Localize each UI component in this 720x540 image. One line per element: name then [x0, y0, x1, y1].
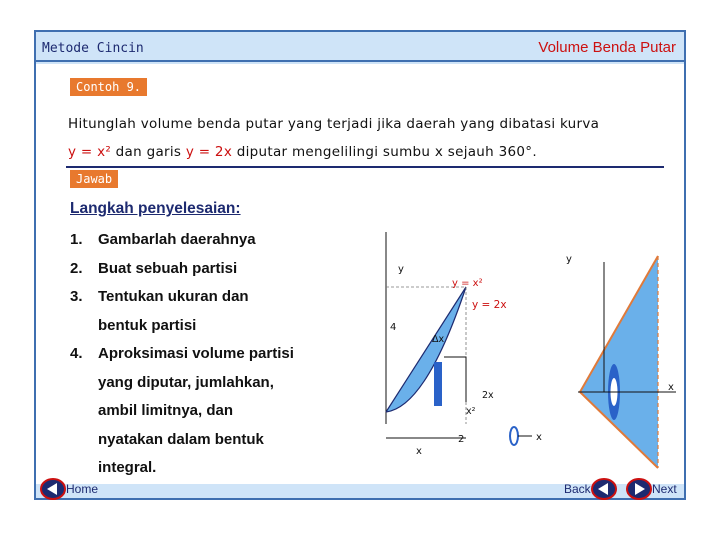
label-x-right: x: [668, 382, 674, 393]
step-number: 3.: [70, 288, 83, 305]
steps-list: [70, 226, 360, 483]
back-arrow-icon: [591, 478, 617, 500]
slide-header: [36, 32, 684, 62]
slide-frame: [34, 30, 686, 500]
main-title: Volume Benda Putar: [538, 39, 676, 56]
line-equation: y = 2x: [185, 144, 233, 160]
example-tag: Contoh 9.: [70, 78, 147, 96]
next-label: Next: [652, 482, 677, 496]
problem-end-text: diputar mengelilingi sumbu x sejauh 360°.: [232, 144, 537, 160]
back-label: Back: [564, 482, 591, 496]
label-height-x2: x²: [466, 406, 476, 417]
tick-label-2: 2: [458, 434, 465, 445]
step-number: 2.: [70, 259, 83, 277]
height-bracket: [444, 357, 466, 402]
tick-label-4: 4: [390, 322, 397, 333]
label-y-left: y: [398, 264, 404, 275]
step-text: Buat sebuah partisi: [98, 259, 238, 277]
label-line: y = 2x: [472, 299, 507, 311]
content-panel: [36, 64, 684, 496]
step-number: 4.: [70, 345, 83, 362]
label-height-2x: 2x: [482, 390, 494, 401]
next-button[interactable]: [626, 478, 677, 500]
problem-text: [68, 110, 658, 166]
label-y-right: y: [566, 254, 572, 265]
home-button[interactable]: [40, 478, 98, 500]
curve-equation: y = x²: [68, 144, 112, 160]
step-text: Aproksimasi volume partisi: [98, 345, 294, 362]
divider: [66, 166, 664, 168]
step-text-cont: integral.: [98, 459, 157, 476]
home-arrow-icon: [40, 478, 66, 500]
label-curve: y = x²: [452, 278, 483, 289]
problem-mid-text: dan garis: [111, 144, 186, 160]
partition-strip: [434, 362, 442, 406]
step-text-cont: yang diputar, jumlahkan,: [98, 373, 274, 391]
step-text-cont: ambil limitnya, dan: [98, 402, 234, 419]
step-item: [70, 255, 360, 284]
steps-heading: Langkah penyelesaian:: [70, 200, 241, 217]
problem-line-2: [68, 138, 658, 166]
label-x-bottom: x: [416, 446, 422, 457]
step-item: [70, 283, 360, 340]
label-x-rotation: x: [536, 432, 542, 443]
home-label: Home: [66, 482, 99, 496]
solid-of-revolution: [566, 254, 676, 468]
answer-tag: Jawab: [70, 170, 118, 188]
problem-line-1: Hitunglah volume benda putar yang terjadi jika daerah yang dibatasi kurva: [68, 116, 600, 132]
region-diagram: [346, 192, 686, 457]
step-number: 1.: [70, 231, 83, 248]
step-item: [70, 340, 360, 483]
region-graph: [386, 232, 542, 457]
line-2x: [386, 287, 466, 412]
step-text-cont: nyatakan dalam bentuk: [98, 430, 264, 448]
step-text-cont: bentuk partisi: [98, 316, 197, 334]
step-text: Gambarlah daerahnya: [98, 231, 256, 248]
label-dx: Δx: [432, 334, 445, 345]
rotation-arrow-icon: [510, 427, 532, 445]
section-title: Metode Cincin: [42, 41, 144, 56]
step-item: [70, 226, 360, 255]
next-arrow-icon: [626, 478, 652, 500]
back-button[interactable]: [564, 478, 617, 500]
solid-body: [580, 256, 658, 468]
step-text: Tentukan ukuran dan: [98, 288, 249, 305]
